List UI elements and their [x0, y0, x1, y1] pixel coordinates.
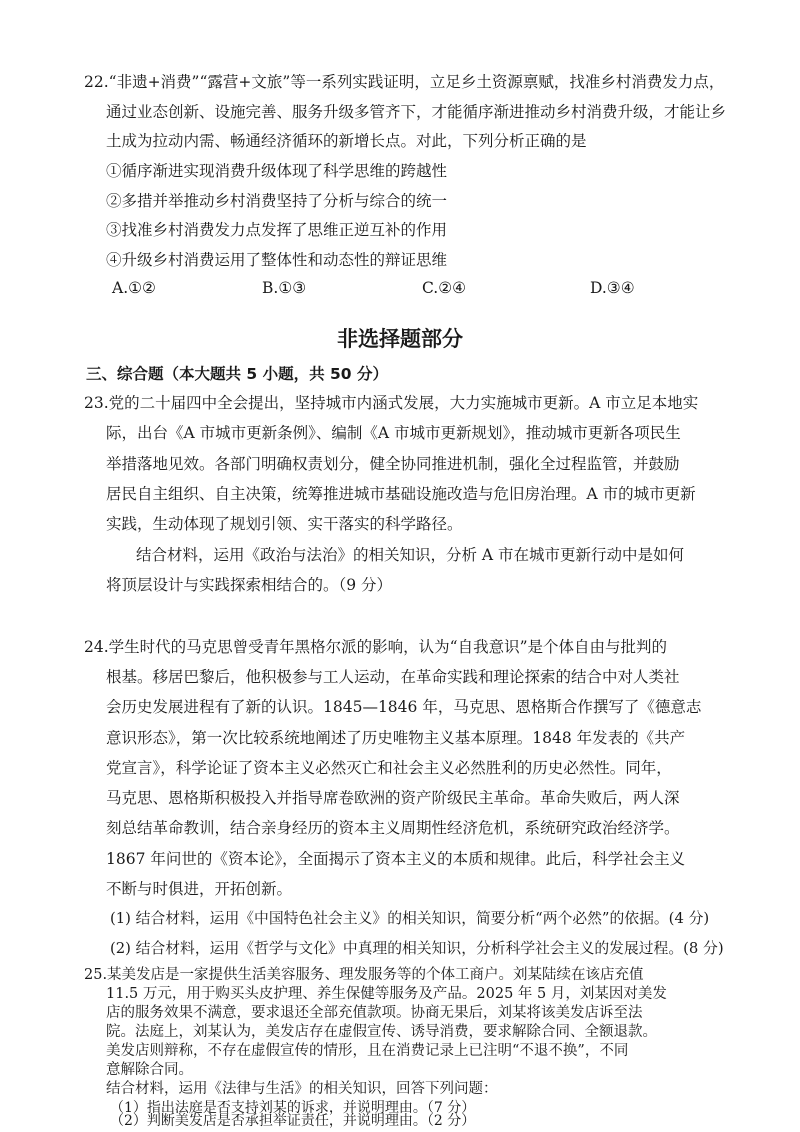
q22-item-1: ①循序渐进实现消费升级体现了科学思维的跨越性	[106, 162, 448, 180]
q25-line-6: 意解除合同。	[106, 1062, 193, 1078]
q25-line-1: 25.某美发店是一家提供生活美容服务、理发服务等的个体工商户。刘某陆续在该店充值	[84, 967, 644, 983]
q25-subquestion-2: （2）判断美发店是否承担举证责任，并说明理由。（2 分）	[110, 1113, 476, 1129]
q25-task: 结合材料，运用《法律与生活》的相关知识，回答下列问题：	[106, 1081, 498, 1097]
part3-header: 三、综合题（本大题共 5 小题，共 50 分）	[86, 365, 388, 383]
q22-option-d: D.③④	[590, 279, 635, 297]
q22-option-a: A.①②	[112, 279, 156, 297]
q23-task-line-2: 将顶层设计与实践探索相结合的。（9 分）	[106, 576, 393, 594]
q23-line-1: 23.党的二十届四中全会提出，坚持城市内涵式发展，大力实施城市更新。A 市立足本地实	[84, 394, 699, 412]
q22-stem-line-1: 22.“非遗+消费”“露营+文旅”等一系列实践证明，立足乡土资源禀赋，找准乡村消费发力点，	[84, 73, 725, 91]
q22-option-b: B.①③	[262, 279, 307, 297]
q23-task-line-1: 结合材料，运用《政治与法治》的相关知识，分析 A 市在城市更新行动中是如何	[136, 546, 685, 564]
q24-subquestion-1: (1) 结合材料，运用《中国特色社会主义》的相关知识，简要分析“两个必然”的依据。(4 分)	[110, 910, 710, 927]
q25-line-3: 店的服务效果不满意，要求退还全部充值款项。协商无果后，刘某将该美发店诉至法	[106, 1005, 643, 1021]
q25-line-2: 11.5 万元，用于购买头皮护理、养生保健等服务及产品。2025 年 5 月，刘某因对美发	[106, 986, 667, 1002]
q23-line-3: 举措落地见效。各部门明确权责划分，健全协同推进机制，强化全过程监管，并鼓励	[106, 455, 680, 473]
q23-line-4: 居民自主组织、自主决策，统筹推进城市基础设施改造与危旧房治理。A 市的城市更新	[106, 485, 696, 503]
q24-line-5: 党宣言》，科学论证了资本主义必然灭亡和社会主义必然胜利的历史必然性。同年，	[106, 759, 672, 777]
q22-stem-line-2: 通过业态创新、设施完善、服务升级多管齐下，才能循序渐进推动乡村消费升级，才能让乡	[106, 103, 727, 121]
q22-stem-line-3: 土成为拉动内需、畅通经济循环的新增长点。对此，下列分析正确的是	[106, 132, 587, 150]
q25-line-5: 美发店则辩称，不存在虚假宣传的情形，且在消费记录上已注明“不退不换”，不同	[106, 1043, 629, 1059]
q23-line-5: 实践，生动体现了规划引领、实干落实的科学路径。	[106, 515, 463, 533]
q24-subquestion-2: (2) 结合材料，运用《哲学与文化》中真理的相关知识，分析科学社会主义的发展过程。(8 分)	[110, 940, 724, 957]
section-title: 非选择题部分	[337, 327, 463, 351]
q24-line-2: 根基。移居巴黎后，他积极参与工人运动，在革命实践和理论探索的结合中对人类社	[106, 668, 680, 686]
q22-option-c: C.②④	[422, 279, 467, 297]
q24-line-7: 刻总结革命教训，结合亲身经历的资本主义周期性经济危机，系统研究政治经济学。	[106, 819, 680, 837]
q24-line-1: 24.学生时代的马克思曾受青年黑格尔派的影响，认为“自我意识”是个体自由与批判的	[84, 638, 668, 656]
q25-line-4: 院。法庭上，刘某认为，美发店存在虚假宣传、诱导消费，要求解除合同、全额退款。	[106, 1024, 657, 1040]
q24-line-8: 1867 年问世的《资本论》，全面揭示了资本主义的本质和规律。此后，科学社会主义	[106, 850, 686, 868]
q24-line-4: 意识形态》，第一次比较系统地阐述了历史唯物主义基本原理。1848 年发表的《共产	[106, 729, 686, 747]
q24-line-6: 马克思、恩格斯积极投入并指导席卷欧洲的资产阶级民主革命。革命失败后，两人深	[106, 789, 680, 807]
q24-line-3: 会历史发展进程有了新的认识。1845—1846 年，马克思、恩格斯合作撰写了《德意志	[106, 698, 702, 716]
q24-line-9: 不断与时俱进，开拓创新。	[106, 880, 293, 898]
q23-line-2: 际，出台《A 市城市更新条例》、编制《A 市城市更新规划》，推动城市更新各项民生	[106, 424, 681, 442]
q22-item-4: ④升级乡村消费运用了整体性和动态性的辩证思维	[106, 251, 448, 269]
q22-item-3: ③找准乡村消费发力点发挥了思维正逆互补的作用	[106, 221, 448, 239]
q25-subquestion-1: （1）指出法庭是否支持刘某的诉求，并说明理由。（7 分）	[110, 1100, 476, 1116]
q22-item-2: ②多措并举推动乡村消费坚持了分析与综合的统一	[106, 192, 448, 210]
